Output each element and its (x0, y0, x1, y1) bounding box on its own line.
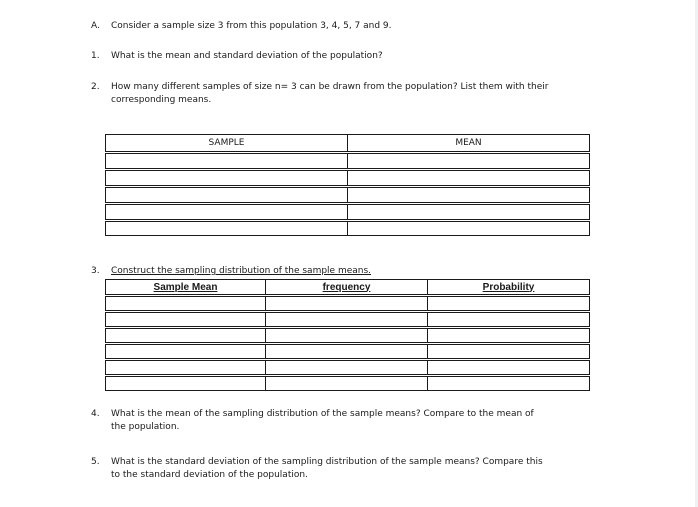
table-cell[interactable] (106, 344, 266, 360)
table-cell[interactable] (106, 296, 266, 312)
table-row (106, 221, 590, 236)
table-row (106, 312, 590, 328)
question-1-text: What is the mean and standard deviation of the population? (111, 51, 383, 61)
table-cell[interactable] (348, 187, 590, 204)
probability-label: Probability (482, 281, 535, 293)
distribution-header-probability (428, 280, 590, 296)
table-cell[interactable] (348, 204, 590, 221)
table-cell[interactable] (428, 360, 590, 376)
question-4-number: 4. (91, 409, 100, 419)
table-row (106, 296, 590, 312)
table-row (106, 187, 590, 204)
table-cell[interactable] (348, 170, 590, 187)
table-cell[interactable] (428, 296, 590, 312)
table-cell[interactable] (266, 344, 428, 360)
table-cell[interactable] (266, 296, 428, 312)
table-cell[interactable] (266, 328, 428, 344)
table-row (106, 328, 590, 344)
table-row (106, 344, 590, 360)
question-2-number: 2. (91, 82, 100, 92)
distribution-header-frequency (266, 280, 428, 296)
samples-header-row (106, 135, 590, 153)
table-cell[interactable] (348, 221, 590, 236)
table-row (106, 170, 590, 187)
table-cell[interactable] (106, 360, 266, 376)
table-row (106, 360, 590, 376)
part-a-label: A. (91, 21, 100, 31)
table-cell[interactable] (106, 312, 266, 328)
table-cell[interactable] (106, 221, 348, 236)
question-4-line2: the population. (111, 422, 180, 432)
question-5-line2: to the standard deviation of the population. (111, 470, 308, 480)
samples-header-mean: MEAN (348, 135, 590, 153)
distribution-header-sample-mean (106, 280, 266, 296)
table-cell[interactable] (106, 204, 348, 221)
table-cell[interactable] (428, 328, 590, 344)
question-1-number: 1. (91, 51, 100, 61)
distribution-header-row (106, 280, 590, 296)
part-a-text: Consider a sample size 3 from this population 3, 4, 5, 7 and 9. (111, 21, 392, 31)
question-3-number: 3. (91, 266, 100, 276)
samples-table (105, 134, 590, 236)
table-cell[interactable] (106, 376, 266, 391)
table-cell[interactable] (428, 376, 590, 391)
table-row (106, 204, 590, 221)
table-cell[interactable] (106, 187, 348, 204)
question-3-text: Construct the sampling distribution of the sample means. (111, 266, 372, 276)
table-cell[interactable] (106, 328, 266, 344)
table-cell[interactable] (428, 344, 590, 360)
question-5-line1: What is the standard deviation of the sampling distribution of the sample means? Compare this (111, 457, 543, 467)
table-row (106, 376, 590, 391)
frequency-label: frequency (322, 281, 371, 293)
question-2-line2: corresponding means. (111, 95, 212, 105)
question-2-line1: How many different samples of size n= 3 can be drawn from the population? List them with their (111, 82, 549, 92)
question-4-line1: What is the mean of the sampling distribution of the sample means? Compare to the mean of (111, 409, 534, 419)
table-cell[interactable] (106, 170, 348, 187)
sample-mean-label: Sample Mean (153, 281, 218, 293)
table-cell[interactable] (266, 360, 428, 376)
table-cell[interactable] (266, 376, 428, 391)
table-cell[interactable] (348, 153, 590, 170)
samples-header-sample: SAMPLE (106, 135, 348, 153)
table-cell[interactable] (428, 312, 590, 328)
table-cell[interactable] (106, 153, 348, 170)
sampling-distribution-table (105, 279, 590, 391)
question-5-number: 5. (91, 457, 100, 467)
table-row (106, 153, 590, 170)
table-cell[interactable] (266, 312, 428, 328)
